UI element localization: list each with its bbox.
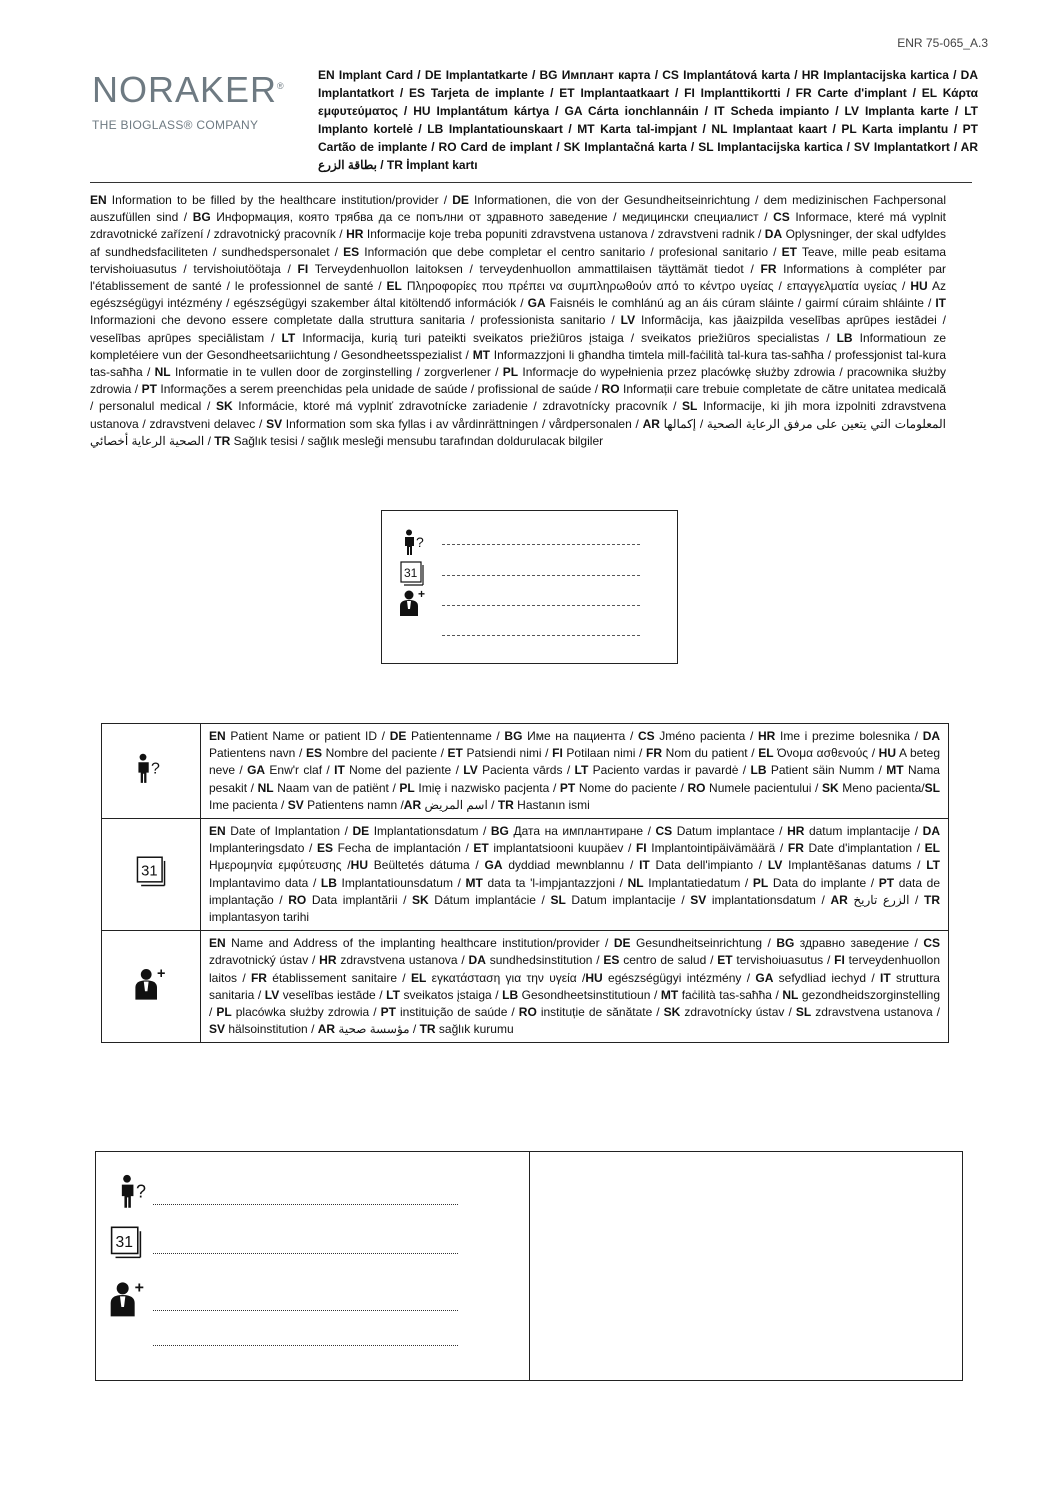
legend-lang-code: FR [646,746,663,761]
instruction-lang-code: LT [281,330,296,345]
icon-legend-table [101,723,949,1043]
legend-text: Naam van de patiënt / [273,780,400,795]
instruction-text: Informacje do wypełnienia przez placówkę służby zdrowia / pracownika służby zdrowia / [90,365,946,397]
legend-lang-code: HR [319,953,337,968]
legend-text: data ta 'l-impjantazzjoni / [482,875,628,890]
legend-text: zdravstvena ustanova / [811,1005,940,1020]
instruction-text: Sağlık tesisi / sağlık mesleği mensubu tarafından doldurulacak bilgiler [230,433,604,448]
instruction-lang-code: SK [215,399,233,414]
instruction-text: Информация, която трябва да се попълни от здравното заведение / медицински специалист / [210,210,774,225]
legend-lang-code: EN [209,936,226,951]
legend-text: gezondheidszorginstelling / [209,987,941,1020]
legend-text: sveikatos įstaiga / [399,987,503,1002]
legend-lang-code: RO [288,892,307,907]
header-divider [90,182,972,183]
legend-lang-code: PT [559,780,576,795]
legend-text: Date of Implantation / [225,824,353,839]
legend-text: Hastanın ismi [513,797,590,812]
legend-text: Име на пациента / [522,729,638,743]
legend-text: zdravstvena ustanova / [336,953,469,968]
legend-description [201,819,949,931]
instruction-lang-code: BG [192,210,211,225]
instruction-text: Informații care trebuie completate de către unitatea medicală / personalul medical / [90,382,946,414]
legend-text: datum implantacije / [804,824,923,839]
instruction-text: Informace, které má vyplnit zdravotnické zařízení / zdravotnický pracovník / [90,210,946,242]
legend-lang-code: RO [518,1005,537,1020]
legend-text: Implanteringsdato / [209,841,317,856]
doctor-plus-mark: + [157,967,166,983]
legend-text: Дата на имплантиране / [508,824,656,839]
legend-lang-code: LB [502,987,519,1002]
instruction-text: Informazzjoni li għandha timtela mill-faċilità tal-kura tas-saħħa / professjonist tal-kura tas-saħħa / [90,347,946,380]
instruction-lang-code: FI [297,261,309,276]
legend-lang-code: IT [879,970,891,985]
legend-lang-code: LT [926,858,941,873]
legend-lang-code: FR [250,970,267,985]
legend-description [201,724,949,819]
legend-text: sağlık kurumu [435,1022,514,1037]
legend-lang-code: PL [752,875,769,890]
legend-lang-code: FI [552,746,563,761]
legend-lang-code: DA [468,953,486,968]
legend-lang-code: NL [782,987,799,1002]
instruction-lang-code: HR [346,227,364,242]
legend-lang-code: LV [767,858,783,873]
legend-lang-code: SL [924,780,940,795]
instruction-lang-code: PT [141,382,157,397]
instruction-text: Informacije koje treba popuniti zdravstvena ustanova / zdravstveni radnik / [363,227,765,242]
legend-text: instituição de saúde / [395,1005,519,1020]
legend-text: Datum implantacije / [565,892,691,907]
instructions-paragraph [90,192,946,450]
legend-text: Nama pesakit / [209,763,940,795]
legend-lang-code: LT [574,763,589,778]
legend-lang-code: CS [923,936,940,951]
calendar-31-icon [136,856,166,888]
instruction-lang-code: FR [760,261,777,276]
legend-text: dyddiad mewnblannu / [502,858,640,873]
patient-field-line[interactable] [442,544,640,545]
legend-lang-code: LB [750,763,767,778]
legend-text: implantasyon tarihi [209,910,310,925]
legend-lang-code: IT [639,858,650,873]
legend-text: Implantēšanas datums / [782,858,927,873]
instruction-text: Terveydenhuollon laitoksen / terveydenhuollon ammattilaisen täyttämät tiedot / [308,261,761,276]
legend-text: instituție de sănătate / [536,1005,664,1020]
logo-registered-mark: ® [277,81,285,91]
instruction-text: Information som ska fyllas i av vårdinrättningen / vårdpersonalen / [282,416,643,431]
legend-lang-code: LV [264,987,280,1002]
legend-text: faċilità tas-saħħa / [678,987,783,1002]
legend-lang-code: EL [924,841,940,856]
legend-lang-code: TR [419,1022,436,1037]
legend-lang-code: FI [635,841,647,856]
instruction-text: Informações a serem preenchidas pela unidade de saúde / profissional de saúde / [156,382,602,397]
legend-text: zdravotnický ústav / [209,953,320,968]
legend-text: Pacienta vārds / [477,763,575,778]
legend-lang-code: GA [755,970,774,985]
legend-description [201,931,949,1043]
instruction-lang-code: HU [910,279,928,294]
legend-lang-code: GA [484,858,503,873]
instruction-lang-code: IT [935,296,947,311]
legend-lang-code: ES [603,953,620,968]
legend-text: veselības iestāde / [279,987,387,1002]
calendar-31-icon [400,561,424,587]
legend-lang-code: HU [585,970,603,985]
legend-text: Ime pacienta / [209,797,288,812]
legend-text: sefydliad iechyd / [773,970,880,985]
patient-field-line[interactable] [153,1204,458,1205]
legend-lang-code: LT [386,987,400,1002]
legend-lang-code: LV [463,763,478,778]
patient-question-mark: ? [151,761,160,779]
instruction-lang-code: DA [764,227,783,242]
patient-question-mark: ? [136,1181,147,1202]
instruction-text: Informacije, ki jih mora izpolniti zdravstvena ustanova / zdravstveni delavec / [90,399,946,431]
instruction-lang-code: TR [214,433,231,448]
patient-question-icon [402,529,430,555]
patient-question-mark: ? [416,534,424,550]
legend-text: Jméno pacienta / [654,729,758,743]
instruction-lang-code: MT [472,347,491,362]
legend-icon-cell [102,931,201,1043]
legend-text: Ημερομηνία εμφύτευσης / [209,858,351,873]
instruction-text: المعلومات التي يتعين على مرفق الرعاية الصحية / إكمالها الصحية الرعاية أخصائي / [90,416,946,448]
legend-text: Data implantării / [306,892,413,907]
legend-text: implantationsdatum / [706,892,831,907]
legend-lang-code: IT [334,763,345,778]
instruction-text: Informazioni che devono essere completate dalla struttura sanitaria / professionista sanitario / [90,313,621,328]
legend-lang-code: ES [316,841,333,856]
legend-lang-code: HR [758,729,776,743]
legend-text: Nome del paziente / [344,763,464,778]
legend-text: مؤسسة صحية / [335,1022,420,1037]
legend-lang-code: DE [352,824,370,839]
legend-text: Data do implante / [768,875,879,890]
legend-text: Potilaan nimi / [562,746,647,761]
legend-row [102,724,949,819]
patient-question-icon [118,1174,154,1208]
instruction-lang-code: LB [836,330,853,345]
legend-lang-code: SV [287,797,304,812]
legend-text: Dátum implantácie / [428,892,551,907]
instruction-lang-code: EL [386,279,402,294]
instruction-lang-code: ET [781,244,797,259]
legend-text: tervishoiuasutus / [732,953,835,968]
legend-lang-code: SL [550,892,566,907]
institution-field-line-2[interactable] [153,1345,458,1346]
institution-field-line-1[interactable] [442,605,640,606]
legend-row [102,819,949,931]
legend-text: Implantatiedatum / [643,875,753,890]
legend-lang-code: DE [613,936,631,951]
legend-lang-code: MT [886,763,904,778]
legend-lang-code: SV [209,1022,226,1037]
legend-lang-code: EN [209,729,226,743]
legend-text: εγκατάσταση για την υγεία / [426,970,586,985]
institution-field-line-2[interactable] [442,635,640,636]
legend-lang-code: HU [350,858,368,873]
legend-lang-code: AR [317,1022,336,1037]
legend-lang-code: EL [410,970,427,985]
legend-text: sundhedsinstitution / [485,953,604,968]
legend-lang-code: BG [504,729,523,743]
implant-card-title: EN Implant Card / DE Implantatkarte / BG Имплант карта / CS Implantátová karta / HR Implantacijska kartica / DA Implantatkort / ES Tarjeta de implante / ET Implantaatkaart / FI Implanttikortti / FR Carte d'implant / EL Κάρτα εμφυτεύματος / HU Implantátum kártya / GA Cárta ionchlannáin / IT Scheda impianto / LV Implanta karte / LT Implanto kortelė / LB Implantatiounskaart / MT Karta tal-impjant / NL Implantaat kaart / PL Karta implantu / PT Cartão de implante / RO Card de implant / SK Implantačná karta / SL Implantacijska kartica / SV Implantatkort / AR بطاقة الزرع / TR İmplant kartı [318,68,978,172]
legend-text: Data dell'impianto / [649,858,768,873]
implant-card-fill-in [95,1151,963,1381]
instruction-lang-code: AR [642,416,660,431]
instruction-text: Información que debe completar el centro sanitario / profesional sanitario / [359,244,782,259]
legend-text: Nombre del paciente / [321,746,448,761]
logo-tagline: THE BIOGLASS® COMPANY [92,118,259,132]
legend-text: Patientens namn / [303,797,404,812]
legend-lang-code: ET [447,746,463,761]
legend-icon-cell [102,724,201,819]
instruction-text: Informacija, kurią turi pateikti sveikatos priežiūros įstaiga / sveikatos priežiūros specialistas / [295,330,837,345]
doctor-cross-icon [108,1280,148,1318]
document-id: ENR 75-065_A.3 [897,36,988,50]
legend-text: centro de salud / [619,953,718,968]
instruction-text: Informatioun ze kompletéiere vun der Gesondheetsariichtung / Gesondheetsspezialist / [90,330,946,362]
legend-lang-code: NL [257,780,274,795]
legend-text: Patsiendi nimi / [462,746,553,761]
legend-lang-code: PT [380,1005,396,1020]
legend-text: Patientenname / [406,729,505,743]
legend-icon-cell [102,819,201,931]
legend-text: terveydenhuollon laitos / [209,953,941,985]
legend-lang-code: CS [637,729,655,743]
legend-lang-code: SL [795,1005,812,1020]
legend-text: Enw'r claf / [265,763,335,778]
legend-text: Implantatiounsdatum / [336,875,466,890]
instruction-text: Informācija, kas jāaizpilda veselības aprūpes iestādei / veselības aprūpes speciālistam / [90,313,946,345]
legend-row [102,931,949,1043]
calendar-day: 31 [115,1233,133,1251]
instruction-text: Az egészségügyi intézmény / egészségügyi szakember által kitöltendő információk / [90,279,946,311]
instruction-lang-code: NL [154,365,171,380]
legend-text: Meno pacienta/ [838,780,925,795]
instruction-lang-code: CS [773,210,790,225]
legend-text: الزرع تاريخ / [847,892,924,907]
instruction-lang-code: LV [620,313,636,328]
logo-name: NORAKER [92,69,278,110]
instruction-text: Information to be filled by the healthcare institution/provider / [106,193,453,207]
legend-lang-code: FR [787,841,804,856]
legend-lang-code: SV [690,892,707,907]
patient-question-icon [135,753,167,783]
date-field-line[interactable] [153,1253,458,1254]
instruction-text: Informations à compléter par l'établissement de santé / le professionnel de santé / [90,261,946,294]
instruction-lang-code: PL [502,365,519,380]
legend-text: établissement sanitaire / [266,970,411,985]
calendar-31-icon [110,1226,142,1260]
legend-lang-code: BG [776,936,795,951]
calendar-day: 31 [404,566,418,580]
legend-lang-code: ET [717,953,733,968]
legend-lang-code: RO [687,780,706,795]
legend-lang-code: HR [787,824,805,839]
legend-lang-code: GA [247,763,266,778]
legend-text: Implantationsdatum / [369,824,491,839]
legend-text: zdravotnícky ústav / [680,1005,796,1020]
legend-text: Date d'implantation / [803,841,925,856]
legend-lang-code: MT [465,875,483,890]
legend-text: اسم المريض / [421,797,498,812]
legend-text: Gesondheetsinstitutioun / [518,987,661,1002]
date-field-line[interactable] [442,575,640,576]
noraker-logo [92,69,302,132]
legend-text: Paciento vardas ir pavardė / [588,763,751,778]
legend-text: Ime i prezime bolesnika / [775,729,923,743]
legend-text: Patient Name or patient ID / [225,729,390,743]
legend-text: struttura sanitaria / [209,970,940,1002]
instruction-text: Informácie, ktoré má vyplniť zdravotnícke zariadenie / zdravotnícky pracovník / [232,399,683,414]
legend-text: Όνομα ασθενούς / [773,746,879,761]
legend-lang-code: MT [660,987,679,1002]
doctor-plus-mark: + [134,1280,145,1297]
legend-text: placówka służby zdrowia / [231,1005,381,1020]
instruction-text: Faisnéis le comhlánú ag an áis cúram sláinte / gairmí cúraim shláinte / [545,296,936,311]
instruction-text: Πληροφορίες που πρέπει να συμπληρωθούν από το κέντρο υγείας / επαγγελματία υγείας / [401,279,911,294]
doctor-cross-icon [133,967,169,1001]
instruction-text: Oplysninger, der skal udfyldes af sundhedsfaciliteten / sundhedspersonalet / [90,227,946,259]
doctor-plus-mark: + [418,589,426,601]
legend-lang-code: NL [627,875,644,890]
legend-text: Datum implantace / [672,824,788,839]
legend-lang-code: DE [389,729,407,743]
legend-text: Fecha de implantación / [332,841,474,856]
instruction-lang-code: RO [601,382,620,397]
instruction-lang-code: SV [266,416,283,431]
instruction-lang-code: ES [343,244,360,259]
legend-lang-code: TR [497,797,514,812]
legend-text: A beteg neve / [209,746,940,778]
legend-lang-code: TR [923,892,940,907]
legend-text: egészségügyi intézmény / [602,970,756,985]
legend-text: Imię i nazwisko pacjenta / [414,780,560,795]
legend-lang-code: EL [758,746,774,761]
legend-lang-code: CS [655,824,673,839]
instruction-text: Informatie in te vullen door de zorginstelling / zorgverlener / [170,365,503,380]
legend-lang-code: EN [209,824,226,839]
instruction-lang-code: SL [682,399,698,414]
legend-lang-code: FI [834,953,845,968]
legend-text: Patientens navn / [209,746,306,761]
legend-lang-code: LB [320,875,337,890]
legend-lang-code: AR [403,797,422,812]
legend-lang-code: BG [490,824,509,839]
legend-text: Gesundheitseinrichtung / [630,936,777,951]
institution-field-line-1[interactable] [153,1310,458,1311]
legend-text: Implantointipäivämäärä / [646,841,788,856]
legend-lang-code: SK [663,1005,681,1020]
legend-lang-code: ES [305,746,322,761]
doctor-cross-icon [398,589,428,617]
legend-lang-code: SK [822,780,839,795]
legend-lang-code: SK [412,892,429,907]
legend-lang-code: DA [922,824,941,839]
legend-text: data de implantação / [209,875,941,907]
legend-text: Name and Address of the implanting healthcare institution/provider / [225,936,614,951]
legend-lang-code: PL [399,780,415,795]
instruction-lang-code: GA [527,296,546,311]
legend-text: Patient säin Numm / [766,763,887,778]
legend-lang-code: PT [878,875,895,890]
instruction-text: Informationen, die von der Gesundheitseinrichtung / dem medizinischen Fachpersonal auszufüllen sind / [90,193,947,225]
legend-lang-code: AR [830,892,848,907]
implant-card-sample [381,510,678,664]
calendar-day: 31 [141,863,158,880]
legend-lang-code: HU [878,746,897,761]
legend-text: Nome do paciente / [575,780,688,795]
legend-text: Nom du patient / [662,746,759,761]
legend-text: implantatsiooni kuupäev / [488,841,636,856]
legend-lang-code: DA [922,729,941,743]
instruction-lang-code: EN [90,193,107,207]
legend-text: hälsoinstitution / [225,1022,318,1037]
legend-lang-code: PL [216,1005,232,1020]
legend-text: здравно заведение / [794,936,924,951]
instruction-text: Teave, mille peab esitama tervishoiuasutus / tervishoiutöötaja / [90,244,947,276]
card-divider [529,1152,530,1380]
instruction-lang-code: DE [452,193,469,207]
legend-lang-code: ET [473,841,489,856]
legend-text: Numele pacientului / [705,780,822,795]
legend-text: Beültetés dátuma / [368,858,485,873]
legend-text: Implantavimo data / [209,875,321,890]
